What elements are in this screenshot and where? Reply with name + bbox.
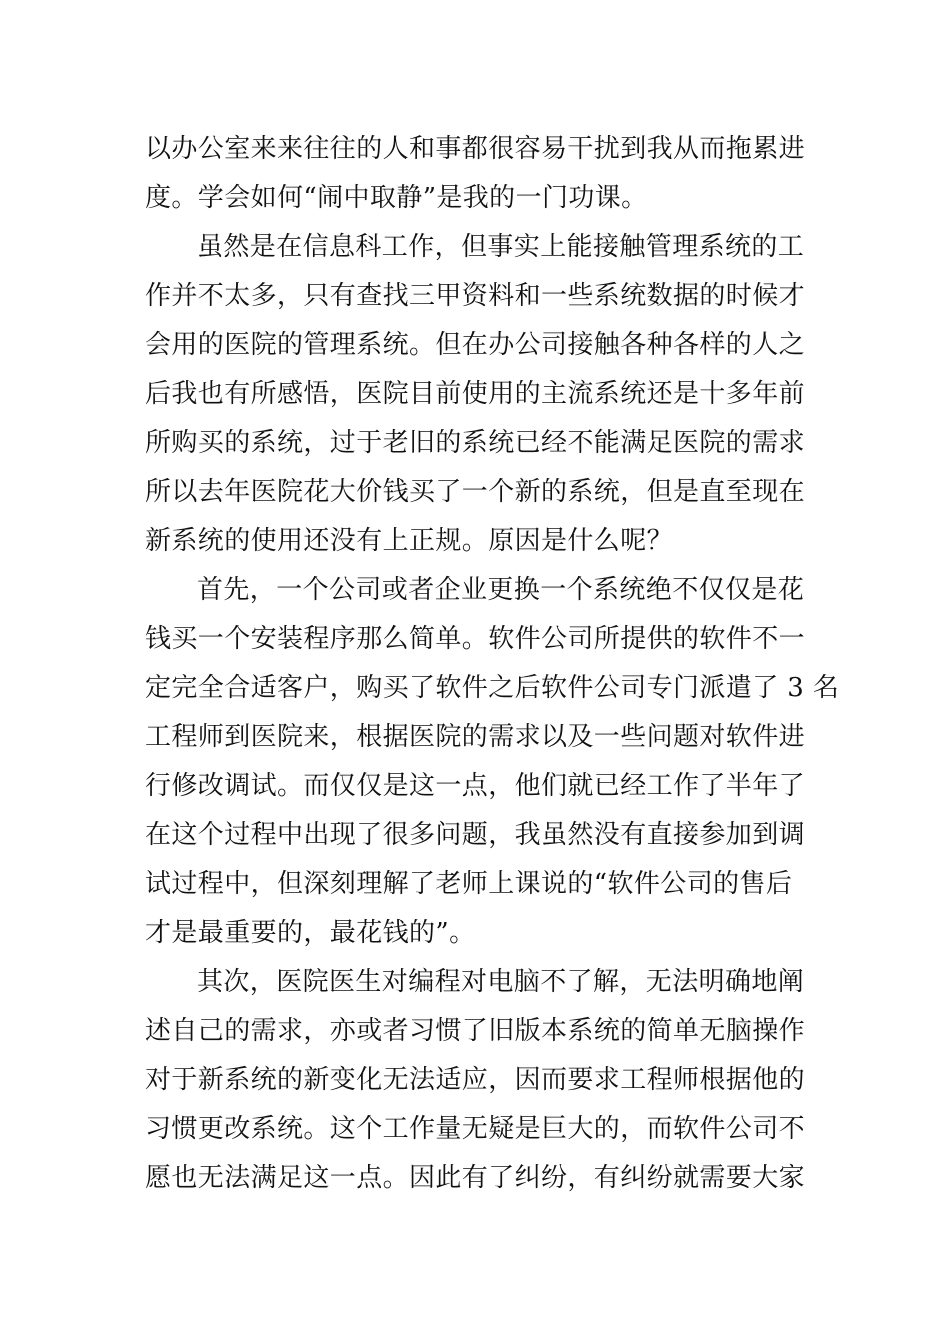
text-line: 习惯更改系统。这个工作量无疑是巨大的，而软件公司不 [145,1114,806,1144]
text-line: 才是最重要的，最花钱的”。 [145,918,476,948]
text-line: 度。学会如何“闹中取静”是我的一门功课。 [145,183,648,213]
text-line: 所以去年医院花大价钱买了一个新的系统，但是直至现在 [145,477,806,507]
paragraph-start-line: 其次，医院医生对编程对电脑不了解，无法明确地阐 [197,967,805,997]
text-line: 会用的医院的管理系统。但在办公司接触各种各样的人之 [145,330,806,360]
text-line: 工程师到医院来，根据医院的需求以及一些问题对软件进 [145,722,806,752]
text-line: 后我也有所感悟，医院目前使用的主流系统还是十多年前 [145,379,806,409]
text-line: 作并不太多，只有查找三甲资料和一些系统数据的时候才 [145,281,806,311]
text-line: 新系统的使用还没有上正规。原因是什么呢？ [145,526,674,556]
text-line: 定完全合适客户，购买了软件之后软件公司专门派遣了 3 名 [145,673,840,703]
text-line: 试过程中，但深刻理解了老师上课说的“软件公司的售后 [145,869,793,899]
document-body [145,125,840,1203]
text-line: 愿也无法满足这一点。因此有了纠纷，有纠纷就需要大家 [145,1163,806,1193]
text-line: 在这个过程中出现了很多问题，我虽然没有直接参加到调 [145,820,806,850]
text-line: 以办公室来来往往的人和事都很容易干扰到我从而拖累进 [145,134,806,164]
text-line: 所购买的系统，过于老旧的系统已经不能满足医院的需求 [145,428,806,458]
paragraph-start-line: 虽然是在信息科工作，但事实上能接触管理系统的工 [197,232,805,262]
text-line: 述自己的需求，亦或者习惯了旧版本系统的简单无脑操作 [145,1016,806,1046]
text-line: 对于新系统的新变化无法适应，因而要求工程师根据他的 [145,1065,806,1095]
paragraph-start-line: 首先，一个公司或者企业更换一个系统绝不仅仅是花 [197,575,805,605]
text-line: 行修改调试。而仅仅是这一点，他们就已经工作了半年了 [145,771,806,801]
text-line: 钱买一个安装程序那么简单。软件公司所提供的软件不一 [145,624,806,654]
